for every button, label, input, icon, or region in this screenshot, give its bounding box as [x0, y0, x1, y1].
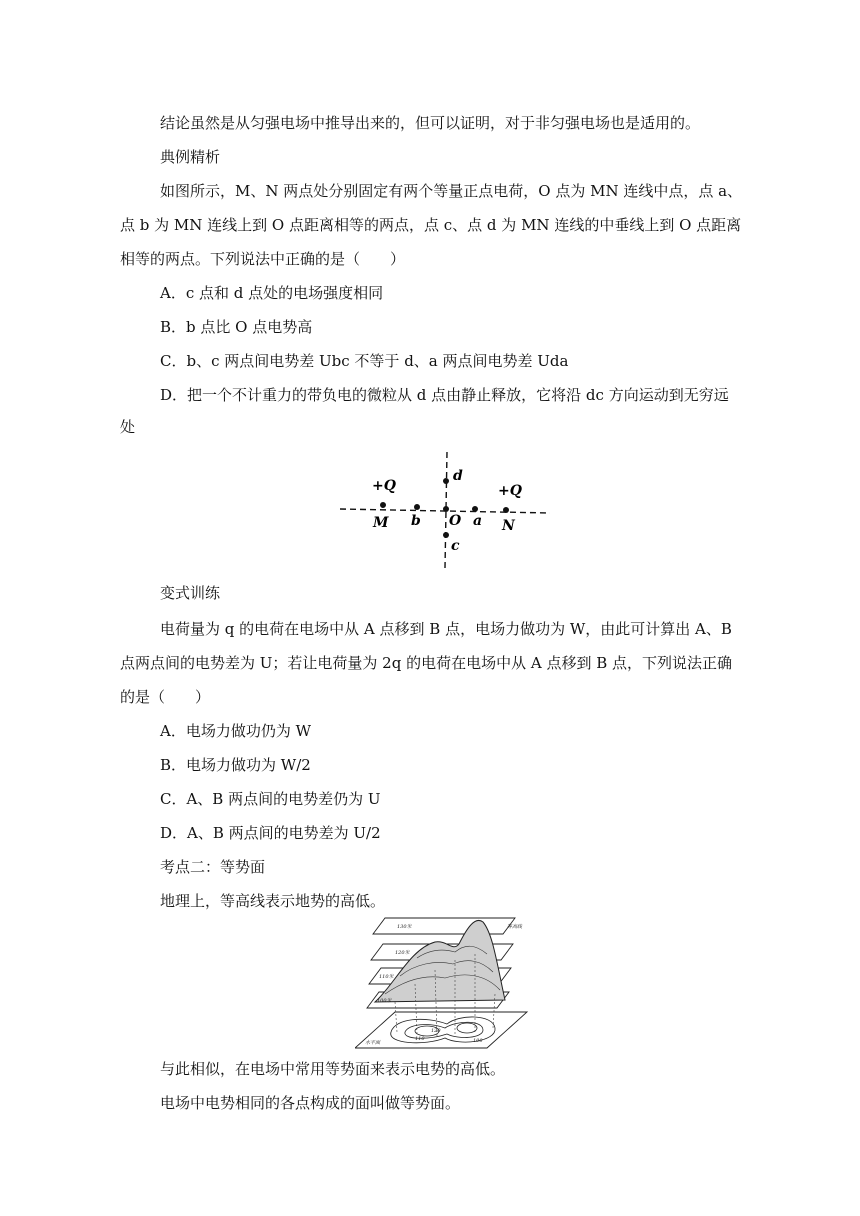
section-title-equipotential: 考点二：等势面 [160, 858, 266, 876]
geography-paragraph: 地理上，等高线表示地势的高低。 [160, 892, 386, 910]
contour-label-100: 100 [473, 1038, 483, 1044]
question1-option-d-continued: 处 [120, 418, 136, 436]
question2-line1: 电荷量为 q 的电荷在电场中从 A 点移到 B 点，电场力做功为 W，由此可计算出 A、B [160, 620, 732, 638]
label-m: M [373, 515, 389, 531]
label-b: b [411, 513, 421, 529]
question1-option-c: C．b、c 两点间电势差 Ubc 不等于 d、a 两点间电势差 Uda [160, 352, 569, 370]
charge-left-label: +Q [372, 478, 396, 494]
question2-option-a: A．电场力做功仍为 W [160, 722, 312, 740]
plane-label-130: 130米 [397, 924, 412, 930]
plane-label-120: 120米 [395, 950, 410, 956]
ground-plane [355, 1012, 527, 1048]
projection-line-1 [395, 1002, 397, 1032]
contour-map-diagram [355, 914, 530, 1050]
question1-option-a: A．c 点和 d 点处的电场强度相同 [160, 284, 384, 302]
point-m [380, 502, 386, 508]
question2-option-b: B．电场力做功为 W/2 [160, 756, 311, 774]
point-n [503, 507, 509, 513]
label-d: d [453, 468, 463, 484]
definition-paragraph: 电场中电势相同的各点构成的面叫做等势面。 [160, 1094, 461, 1112]
charges-diagram [335, 448, 555, 572]
question2-line3: 的是（ ） [120, 688, 211, 706]
point-b [414, 504, 420, 510]
point-o [443, 506, 449, 512]
ground-label: 水平面 [365, 1040, 381, 1046]
question2-option-d: D．A、B 两点间的电势差为 U/2 [160, 824, 381, 842]
point-c [443, 532, 449, 538]
charge-right-label: +Q [498, 483, 522, 499]
plane-label-110: 110米 [379, 974, 394, 980]
question1-line3: 相等的两点。下列说法中正确的是（ ） [120, 250, 406, 268]
contour-label-120: 120 [431, 1028, 441, 1034]
section-title-examples: 典例精析 [160, 148, 221, 166]
point-a [472, 506, 478, 512]
similarity-paragraph: 与此相似，在电场中常用等势面来表示电势的高低。 [160, 1060, 506, 1078]
question1-line1: 如图所示，M、N 两点处分别固定有两个等量正点电荷，O 点为 MN 连线中点，点 a、 [160, 182, 743, 200]
label-a: a [473, 513, 483, 529]
contour-120-right [457, 1023, 477, 1033]
side-label: 等高线 [507, 924, 523, 930]
plane-130 [373, 918, 515, 934]
hill-shape [375, 920, 505, 1002]
intro-paragraph: 结论虽然是从匀强电场中推导出来的，但可以证明，对于非匀强电场也是适用的。 [160, 114, 701, 132]
question1-option-b: B．b 点比 O 点电势高 [160, 318, 313, 336]
label-o: O [449, 513, 462, 529]
question2-option-c: C．A、B 两点间的电势差仍为 U [160, 790, 381, 808]
point-d [443, 478, 449, 484]
label-c: c [451, 538, 460, 554]
label-n: N [502, 518, 515, 534]
plane-label-100: 100米 [377, 998, 392, 1004]
question2-line2: 点两点间的电势差为 U；若让电荷量为 2q 的电荷在电场中从 A 点移到 B 点，下列说法正确 [120, 654, 733, 672]
question1-line2: 点 b 为 MN 连线上到 O 点距离相等的两点，点 c、点 d 为 MN 连线的中垂线上到 O 点距离 [120, 216, 742, 234]
section-title-practice: 变式训练 [160, 584, 221, 602]
contour-label-110: 110 [415, 1036, 425, 1042]
question1-option-d: D．把一个不计重力的带负电的微粒从 d 点由静止释放，它将沿 dc 方向运动到无穷远 [160, 386, 729, 404]
